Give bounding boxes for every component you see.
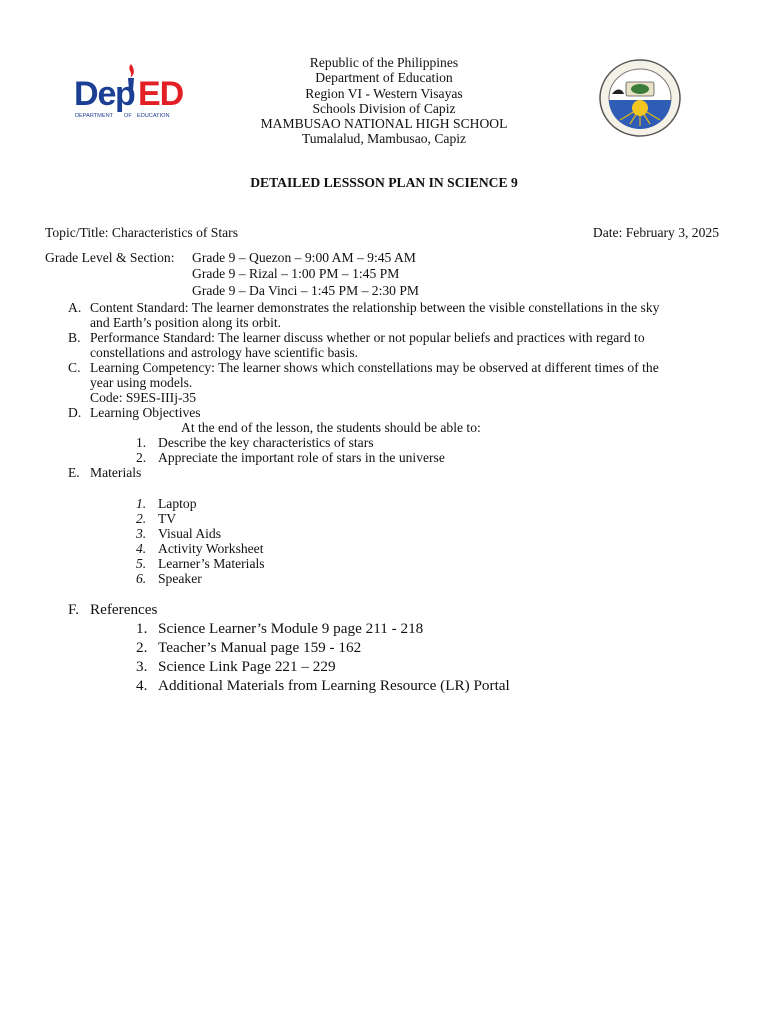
- material-item: Speaker: [158, 571, 202, 586]
- material-number: 6.: [136, 571, 147, 586]
- references-label: References: [90, 601, 158, 618]
- svg-text:p: p: [115, 75, 136, 113]
- reference-number: 3.: [136, 658, 148, 675]
- performance-standard-line2: constellations and astrology have scientific basis.: [90, 345, 359, 360]
- objective-text: Describe the key characteristics of stars: [158, 435, 374, 450]
- document-title: DETAILED LESSSON PLAN IN SCIENCE 9: [250, 175, 518, 190]
- material-item: Learner’s Materials: [158, 556, 265, 571]
- learning-competency-line2: year using models.: [90, 375, 193, 390]
- materials-label: Materials: [90, 465, 142, 480]
- header-line-address: Tumalalud, Mambusao, Capiz: [301, 131, 467, 147]
- learning-competency-line1: Learning Competency: The learner shows which constellations may be observed at different times of the: [90, 360, 659, 375]
- material-item: Laptop: [158, 496, 197, 511]
- header-line-division: Schools Division of Capiz: [312, 100, 456, 116]
- reference-number: 4.: [136, 677, 148, 694]
- section-da-vinci: Grade 9 – Da Vinci – 1:45 PM – 2:30 PM: [192, 283, 419, 298]
- reference-item: Additional Materials from Learning Resource (LR) Portal: [158, 677, 510, 694]
- reference-item: Science Learner’s Module 9 page 211 - 218: [158, 620, 424, 637]
- svg-text:EDUCATION: EDUCATION: [137, 113, 170, 119]
- reference-item: Teacher’s Manual page 159 - 162: [158, 639, 362, 656]
- school-seal-logo: [598, 58, 682, 138]
- material-number: 5.: [136, 556, 147, 571]
- reference-item: Science Link Page 221 – 229: [158, 658, 336, 675]
- material-number: 2.: [136, 511, 147, 526]
- competency-code: Code: S9ES-IIIj-35: [90, 390, 197, 405]
- material-item: TV: [158, 511, 177, 526]
- deped-logo: [74, 62, 202, 122]
- letter-c: C.: [68, 360, 81, 375]
- letter-d: D.: [68, 405, 82, 420]
- grade-level-label: Grade Level & Section:: [45, 250, 175, 265]
- content-standard-line1: Content Standard: The learner demonstrates the relationship between the visible constellations in the sky: [90, 300, 660, 315]
- header-line-school: MAMBUSAO NATIONAL HIGH SCHOOL: [260, 116, 508, 132]
- objective-text: Appreciate the important role of stars in the universe: [158, 450, 445, 465]
- header-line-region: Region VI - Western Visayas: [305, 85, 463, 101]
- svg-text:OF: OF: [124, 113, 132, 119]
- material-number: 1.: [136, 496, 147, 511]
- section-rizal: Grade 9 – Rizal – 1:00 PM – 1:45 PM: [192, 266, 400, 281]
- topic-title: Topic/Title: Characteristics of Stars: [45, 225, 238, 240]
- learning-objectives-label: Learning Objectives: [90, 405, 201, 420]
- letter-b: B.: [68, 330, 81, 345]
- svg-text:ED: ED: [138, 75, 184, 113]
- reference-number: 2.: [136, 639, 148, 656]
- material-number: 3.: [136, 526, 147, 541]
- objective-number: 1.: [136, 435, 147, 450]
- letter-e: E.: [68, 465, 80, 480]
- school-header: [200, 55, 568, 147]
- content-standard-line2: and Earth’s position along its orbit.: [90, 315, 282, 330]
- objectives-intro: At the end of the lesson, the students should be able to:: [181, 420, 481, 435]
- header-line-department: Department of Education: [315, 70, 453, 86]
- lesson-date: Date: February 3, 2025: [592, 225, 719, 240]
- section-quezon: Grade 9 – Quezon – 9:00 AM – 9:45 AM: [192, 250, 416, 265]
- header-line-republic: Republic of the Philippines: [309, 55, 459, 70]
- svg-text:DEPARTMENT: DEPARTMENT: [75, 113, 114, 119]
- objective-number: 2.: [136, 450, 147, 465]
- performance-standard-line1: Performance Standard: The learner discuss whether or not popular beliefs and practices with regard to: [90, 330, 645, 345]
- reference-number: 1.: [136, 620, 148, 637]
- material-item: Activity Worksheet: [158, 541, 264, 556]
- svg-text:De: De: [74, 75, 116, 113]
- material-item: Visual Aids: [158, 526, 222, 541]
- letter-f: F.: [68, 601, 80, 618]
- material-number: 4.: [136, 541, 147, 556]
- letter-a: A.: [68, 300, 82, 315]
